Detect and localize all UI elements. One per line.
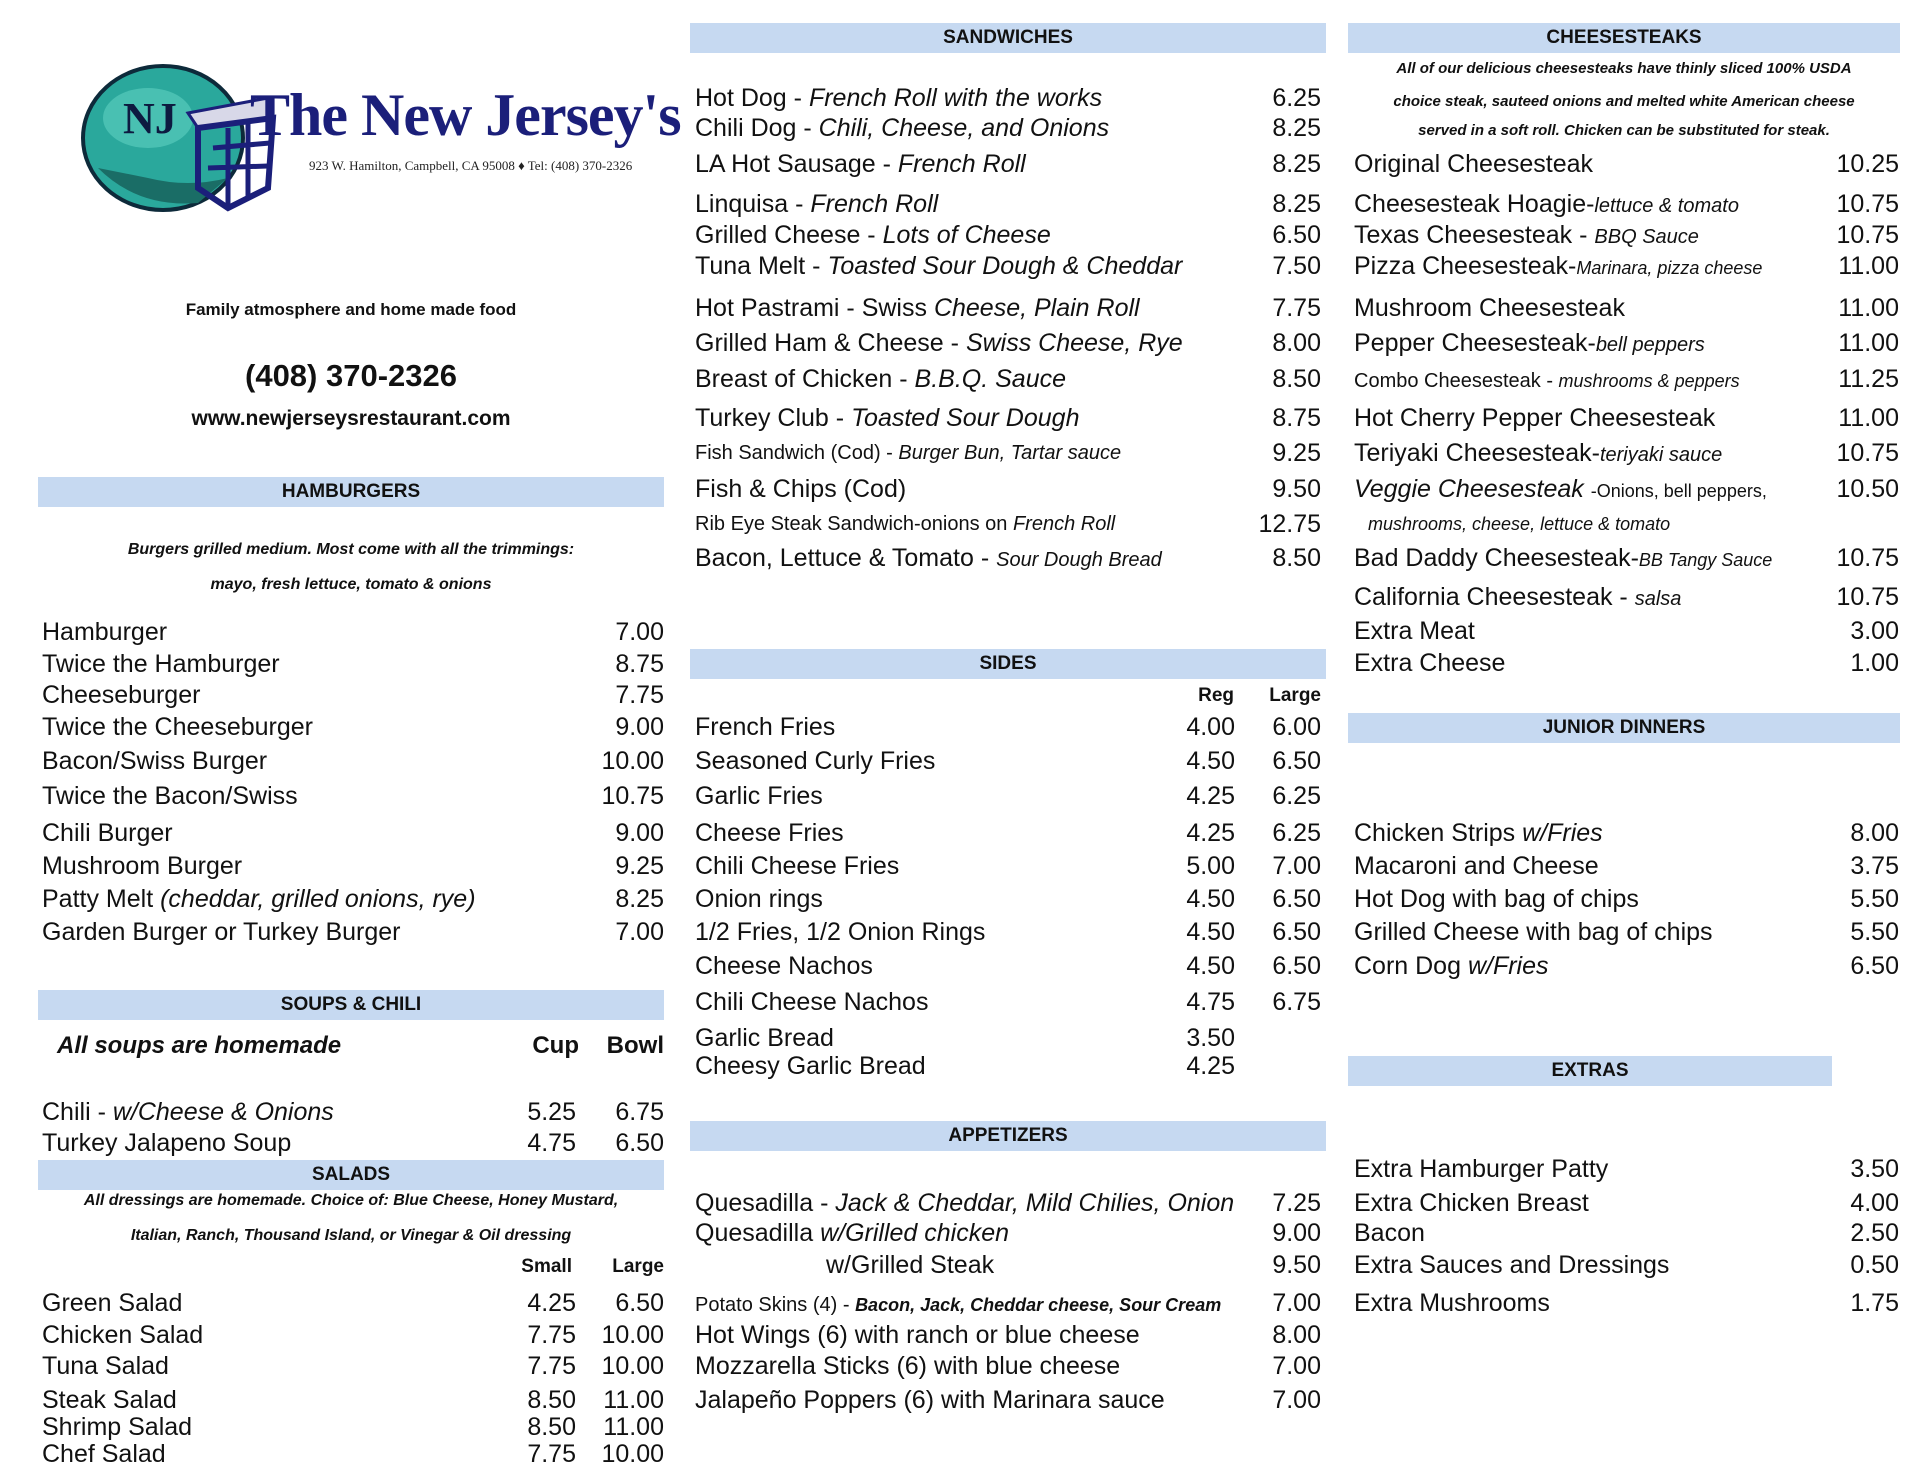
- item-price: 4.00: [1850, 1189, 1899, 1217]
- item-name: Chef Salad: [42, 1440, 166, 1468]
- menu-item[interactable]: [695, 474, 1321, 504]
- salads-header: SALADS: [38, 1160, 664, 1190]
- item-price: 8.50: [1272, 365, 1321, 393]
- item-price: 6.25: [1272, 84, 1321, 112]
- menu-item[interactable]: [1354, 251, 1899, 281]
- item-price: 0.50: [1850, 1251, 1899, 1279]
- item-name: Tuna Salad: [42, 1352, 169, 1380]
- menu-item[interactable]: [695, 220, 1321, 250]
- menu-item[interactable]: [1354, 328, 1899, 358]
- menu-item[interactable]: [695, 712, 1321, 742]
- item-price-reg: 4.00: [1186, 713, 1235, 741]
- menu-item[interactable]: [695, 438, 1321, 468]
- menu-item[interactable]: [695, 818, 1321, 848]
- item-name: Bacon/Swiss Burger: [42, 747, 268, 775]
- item-price: 5.50: [1850, 885, 1899, 913]
- item-detail: mushrooms, cheese, lettuce & tomato: [1368, 514, 1671, 534]
- item-name: Cheesy Garlic Bread: [695, 1052, 926, 1080]
- item-name: Chili Dog - Chili, Cheese, and Onions: [695, 114, 1110, 142]
- item-price: 7.75: [615, 681, 664, 709]
- item-name: Mozzarella Sticks (6) with blue cheese: [695, 1352, 1121, 1380]
- col-bowl: Bowl: [606, 1032, 664, 1059]
- item-price-reg: 4.25: [1186, 819, 1235, 847]
- menu-item[interactable]: [1354, 543, 1899, 573]
- item-price-reg: 4.50: [1186, 918, 1235, 946]
- item-name: Veggie Cheesesteak -Onions, bell peppers,: [1354, 475, 1767, 503]
- item-name: Twice the Bacon/Swiss: [42, 782, 298, 810]
- item-name: Hot Wings (6) with ranch or blue cheese: [695, 1321, 1140, 1349]
- item-name: Fish & Chips (Cod): [695, 475, 907, 503]
- menu-item[interactable]: [1354, 403, 1899, 433]
- item-name: Patty Melt (cheddar, grilled onions, rye): [42, 885, 476, 913]
- item-name: Chicken Salad: [42, 1321, 204, 1349]
- menu-item[interactable]: [42, 649, 664, 679]
- menu-item[interactable]: [42, 617, 664, 647]
- item-price: 10.50: [1836, 475, 1899, 503]
- menu-item[interactable]: [1354, 851, 1899, 881]
- item-price: 8.25: [1272, 150, 1321, 178]
- item-name: Hot Cherry Pepper Cheesesteak: [1354, 404, 1716, 432]
- salads-note-line2: Italian, Ranch, Thousand Island, or Vinegar & Oil dressing: [130, 1227, 572, 1244]
- item-price-large: 6.50: [1272, 952, 1321, 980]
- item-name: Grilled Cheese - Lots of Cheese: [695, 221, 1051, 249]
- menu-item[interactable]: [1354, 951, 1899, 981]
- item-name: Cheesesteak Hoagie-lettuce & tomato: [1354, 190, 1739, 218]
- col-small: Small: [521, 1256, 572, 1277]
- item-name: Mushroom Burger: [42, 852, 243, 880]
- menu-item[interactable]: [42, 746, 664, 776]
- item-name: Rib Eye Steak Sandwich-onions on French Roll: [695, 513, 1116, 535]
- menu-item[interactable]: [695, 83, 1321, 113]
- item-price: 8.00: [1850, 819, 1899, 847]
- menu-item[interactable]: [1354, 438, 1899, 468]
- item-name: Hot Dog with bag of chips: [1354, 885, 1639, 913]
- hamburgers-note-line2: mayo, fresh lettuce, tomato & onions: [210, 576, 492, 593]
- item-price: 11.00: [1838, 329, 1899, 357]
- item-name: Grilled Ham & Cheese - Swiss Cheese, Rye: [695, 329, 1183, 357]
- item-price-reg: 5.00: [1186, 852, 1235, 880]
- item-price-small: 8.50: [527, 1386, 576, 1414]
- item-price-large: 6.50: [1272, 747, 1321, 775]
- item-price-large: 6.50: [1272, 918, 1321, 946]
- item-name: Chicken Strips w/Fries: [1354, 819, 1603, 847]
- item-name: Original Cheesesteak: [1354, 150, 1594, 178]
- item-name: Chili Burger: [42, 819, 173, 847]
- item-name: Extra Chicken Breast: [1354, 1189, 1589, 1217]
- item-name: Bacon, Lettuce & Tomato - Sour Dough Bread: [695, 544, 1162, 572]
- menu-item[interactable]: [42, 1439, 664, 1469]
- cheesesteaks-note-line3: served in a soft roll. Chicken can be substituted for steak.: [1418, 122, 1830, 139]
- item-name: Pizza Cheesesteak-Marinara, pizza cheese: [1354, 252, 1763, 280]
- item-name: Garlic Bread: [695, 1024, 834, 1052]
- item-price-bowl: 6.75: [615, 1098, 664, 1126]
- menu-item[interactable]: [1354, 364, 1899, 394]
- item-price: 9.00: [615, 713, 664, 741]
- item-name: 1/2 Fries, 1/2 Onion Rings: [695, 918, 986, 946]
- item-price: 7.00: [1272, 1386, 1321, 1414]
- logo-wordmark: The New Jersey's: [250, 82, 681, 148]
- item-price-reg: 4.25: [1186, 782, 1235, 810]
- item-name: Cheese Nachos: [695, 952, 873, 980]
- item-name: Extra Cheese: [1354, 649, 1506, 677]
- item-price-small: 4.25: [527, 1289, 576, 1317]
- item-name: Teriyaki Cheesesteak-teriyaki sauce: [1354, 439, 1723, 467]
- item-price: 7.25: [1272, 1189, 1321, 1217]
- menu-item[interactable]: [1354, 1288, 1899, 1318]
- menu-item[interactable]: [42, 884, 664, 914]
- menu-item[interactable]: [695, 189, 1321, 219]
- item-name: Turkey Club - Toasted Sour Dough: [695, 404, 1080, 432]
- item-price-large: 10.00: [601, 1321, 664, 1349]
- menu-item[interactable]: [1354, 884, 1899, 914]
- item-price: 11.00: [1838, 252, 1899, 280]
- item-name: Mushroom Cheesesteak: [1354, 294, 1625, 322]
- item-name: Shrimp Salad: [42, 1413, 193, 1441]
- menu-item[interactable]: [695, 951, 1321, 981]
- item-price: 7.00: [1272, 1289, 1321, 1317]
- item-price: 10.75: [601, 782, 664, 810]
- item-price-small: 7.75: [527, 1440, 576, 1468]
- menu-item[interactable]: [695, 987, 1321, 1017]
- col-cup: Cup: [532, 1032, 579, 1059]
- menu-item[interactable]: [695, 1351, 1321, 1381]
- item-price-large: 11.00: [603, 1386, 664, 1414]
- item-name: LA Hot Sausage - French Roll: [695, 150, 1026, 178]
- item-name: Chili - w/Cheese & Onions: [42, 1098, 334, 1126]
- menu-item[interactable]: [695, 1051, 1321, 1081]
- item-price-cup: 4.75: [527, 1129, 576, 1157]
- item-name: Corn Dog w/Fries: [1354, 952, 1549, 980]
- col-reg: Reg: [1198, 685, 1234, 706]
- item-price: 8.75: [1272, 404, 1321, 432]
- item-name: Bacon: [1354, 1219, 1425, 1247]
- item-price: 2.50: [1850, 1219, 1899, 1247]
- item-price-small: 7.75: [527, 1352, 576, 1380]
- item-name: Cheeseburger: [42, 681, 201, 709]
- menu-item[interactable]: [42, 1412, 664, 1442]
- item-name: Combo Cheesesteak - mushrooms & peppers: [1354, 370, 1740, 392]
- item-name: Hamburger: [42, 618, 168, 646]
- item-price: 10.75: [1836, 583, 1899, 611]
- menu-item[interactable]: [695, 403, 1321, 433]
- item-price-large: 11.00: [603, 1413, 664, 1441]
- item-name: Linquisa - French Roll: [695, 190, 939, 218]
- menu-item[interactable]: [42, 1385, 664, 1415]
- menu-item[interactable]: [1354, 1188, 1899, 1218]
- item-price: 9.50: [1272, 1251, 1321, 1279]
- menu-item[interactable]: [42, 680, 664, 710]
- item-name: Onion rings: [695, 885, 823, 913]
- item-price: 7.00: [615, 918, 664, 946]
- item-price-small: 7.75: [527, 1321, 576, 1349]
- item-price: 9.25: [615, 852, 664, 880]
- soups-note: All soups are homemade: [57, 1032, 342, 1059]
- menu-item[interactable]: [1354, 293, 1899, 323]
- item-name: Cheese Fries: [695, 819, 844, 847]
- brand-logo: [78, 58, 681, 228]
- menu-item-detail: [1354, 509, 1899, 539]
- phone-number[interactable]: (408) 370-2326: [245, 358, 457, 393]
- item-price: 8.50: [1272, 544, 1321, 572]
- item-price-bowl: 6.50: [615, 1129, 664, 1157]
- football-helmet-icon: [78, 58, 278, 228]
- item-price: 7.50: [1272, 252, 1321, 280]
- menu-item[interactable]: [695, 1218, 1321, 1248]
- item-name: Macaroni and Cheese: [1354, 852, 1599, 880]
- menu-item[interactable]: [42, 712, 664, 742]
- item-price: 9.25: [1272, 439, 1321, 467]
- menu-item[interactable]: [695, 1320, 1321, 1350]
- item-name: Pepper Cheesesteak-bell peppers: [1354, 329, 1705, 357]
- cheesesteaks-header: CHEESESTEAKS: [1348, 23, 1900, 53]
- item-name: California Cheesesteak - salsa: [1354, 583, 1682, 611]
- item-price-reg: 4.75: [1186, 988, 1235, 1016]
- menu-item[interactable]: [42, 818, 664, 848]
- menu-item[interactable]: [695, 746, 1321, 776]
- menu-item[interactable]: [695, 1385, 1321, 1415]
- menu-item[interactable]: [695, 113, 1321, 143]
- item-price-large: 6.75: [1272, 988, 1321, 1016]
- cheesesteaks-note-line1: All of our delicious cheesesteaks have thinly sliced 100% USDA: [1396, 60, 1852, 77]
- menu-item[interactable]: [695, 251, 1321, 281]
- hamburgers-header: HAMBURGERS: [38, 477, 664, 507]
- item-name: Tuna Melt - Toasted Sour Dough & Cheddar: [695, 252, 1183, 280]
- item-price-large: 7.00: [1272, 852, 1321, 880]
- item-price: 10.25: [1836, 150, 1899, 178]
- item-price: 8.25: [1272, 114, 1321, 142]
- item-price-large: 6.50: [615, 1289, 664, 1317]
- item-price: 9.50: [1272, 475, 1321, 503]
- menu-item[interactable]: [695, 543, 1321, 573]
- item-price: 10.75: [1836, 439, 1899, 467]
- item-price: 10.75: [1836, 190, 1899, 218]
- menu-item[interactable]: [1354, 818, 1899, 848]
- item-price: 9.00: [615, 819, 664, 847]
- item-price: 3.50: [1850, 1155, 1899, 1183]
- menu-item[interactable]: [695, 781, 1321, 811]
- item-name: Potato Skins (4) - Bacon, Jack, Cheddar cheese, Sour Cream: [695, 1294, 1222, 1316]
- item-price-reg: 4.50: [1186, 885, 1235, 913]
- item-price: 10.75: [1836, 544, 1899, 572]
- menu-item[interactable]: [695, 149, 1321, 179]
- item-price: 1.00: [1850, 649, 1899, 677]
- menu-item[interactable]: [695, 328, 1321, 358]
- item-name: Green Salad: [42, 1289, 183, 1317]
- item-price: 7.75: [1272, 294, 1321, 322]
- sandwiches-header: SANDWICHES: [690, 23, 1326, 53]
- item-price: 8.75: [615, 650, 664, 678]
- cheesesteaks-note-line2: choice steak, sauteed onions and melted white American cheese: [1393, 93, 1855, 110]
- menu-item[interactable]: [1354, 1218, 1899, 1248]
- item-price: 1.75: [1850, 1289, 1899, 1317]
- item-name: Twice the Cheeseburger: [42, 713, 313, 741]
- item-price: 7.00: [1272, 1352, 1321, 1380]
- item-price-large: 6.50: [1272, 885, 1321, 913]
- item-price: 8.25: [1272, 190, 1321, 218]
- menu-item[interactable]: [1354, 474, 1899, 504]
- item-price: 8.25: [615, 885, 664, 913]
- menu-item[interactable]: [695, 1188, 1321, 1218]
- sides-header: SIDES: [690, 649, 1326, 679]
- item-name: Seasoned Curly Fries: [695, 747, 936, 775]
- menu-item[interactable]: [695, 851, 1321, 881]
- svg-text:NJ: NJ: [123, 94, 177, 143]
- item-price-large: 10.00: [601, 1440, 664, 1468]
- item-price-large: 10.00: [601, 1352, 664, 1380]
- menu-item[interactable]: [42, 1128, 664, 1158]
- item-price-reg: 4.25: [1186, 1052, 1235, 1080]
- item-name: Chili Cheese Fries: [695, 852, 900, 880]
- menu-item[interactable]: [1354, 149, 1899, 179]
- item-name: Breast of Chicken - B.B.Q. Sauce: [695, 365, 1066, 393]
- menu-item[interactable]: [1354, 582, 1899, 612]
- item-name: Quesadilla - Jack & Cheddar, Mild Chilies, Onion: [695, 1189, 1235, 1217]
- menu-item[interactable]: [695, 917, 1321, 947]
- item-price: 12.75: [1258, 510, 1321, 538]
- junior-header: JUNIOR DINNERS: [1348, 713, 1900, 743]
- website-link[interactable]: www.newjerseysrestaurant.com: [191, 407, 511, 430]
- item-price-reg: 4.50: [1186, 952, 1235, 980]
- item-name: Turkey Jalapeno Soup: [42, 1129, 292, 1157]
- item-name: Quesadilla w/Grilled chicken: [695, 1219, 1010, 1247]
- menu-item[interactable]: [1354, 1154, 1899, 1184]
- item-name: Twice the Hamburger: [42, 650, 280, 678]
- item-name: Jalapeño Poppers (6) with Marinara sauce: [695, 1386, 1165, 1414]
- col-large: Large: [1269, 685, 1321, 706]
- item-price: 11.00: [1838, 404, 1899, 432]
- extras-header: EXTRAS: [1348, 1056, 1832, 1086]
- menu-item[interactable]: [1354, 616, 1899, 646]
- item-name: French Fries: [695, 713, 836, 741]
- item-name: Extra Sauces and Dressings: [1354, 1251, 1670, 1279]
- item-price: 9.00: [1272, 1219, 1321, 1247]
- menu-item[interactable]: [1354, 917, 1899, 947]
- menu-item[interactable]: [695, 1288, 1321, 1318]
- salads-note-line1: All dressings are homemade. Choice of: Blue Cheese, Honey Mustard,: [83, 1192, 619, 1209]
- tagline: Family atmosphere and home made food: [185, 300, 517, 319]
- item-price-reg: 3.50: [1186, 1024, 1235, 1052]
- item-name: Extra Mushrooms: [1354, 1289, 1550, 1317]
- item-price-cup: 5.25: [527, 1098, 576, 1126]
- item-name: Bad Daddy Cheesesteak-BB Tangy Sauce: [1354, 544, 1773, 572]
- soups-subheader: [42, 1031, 664, 1061]
- item-name: Grilled Cheese with bag of chips: [1354, 918, 1713, 946]
- item-price: 7.00: [615, 618, 664, 646]
- item-price: 10.75: [1836, 221, 1899, 249]
- soups-header: SOUPS & CHILI: [38, 990, 664, 1020]
- item-price: 3.75: [1850, 852, 1899, 880]
- item-name: Extra Meat: [1354, 617, 1475, 645]
- menu-item[interactable]: [42, 1351, 664, 1381]
- hamburgers-note-line1: Burgers grilled medium. Most come with all the trimmings:: [127, 541, 575, 558]
- item-name: Texas Cheesesteak - BBQ Sauce: [1354, 221, 1699, 249]
- item-price: 5.50: [1850, 918, 1899, 946]
- item-price: 6.50: [1272, 221, 1321, 249]
- item-name: Fish Sandwich (Cod) - Burger Bun, Tartar sauce: [695, 442, 1122, 464]
- item-price-reg: 4.50: [1186, 747, 1235, 775]
- menu-item[interactable]: [695, 1023, 1321, 1053]
- menu-item[interactable]: [42, 781, 664, 811]
- item-price-large: 6.25: [1272, 782, 1321, 810]
- menu-item[interactable]: [42, 1097, 664, 1127]
- item-name: Garlic Fries: [695, 782, 823, 810]
- menu-item[interactable]: [42, 851, 664, 881]
- menu-item[interactable]: [42, 1320, 664, 1350]
- menu-item[interactable]: [695, 509, 1321, 539]
- item-price-large: 6.25: [1272, 819, 1321, 847]
- menu-item[interactable]: [695, 1250, 1321, 1280]
- item-price: 10.00: [601, 747, 664, 775]
- item-price: 6.50: [1850, 952, 1899, 980]
- item-price: 8.00: [1272, 1321, 1321, 1349]
- item-name: Steak Salad: [42, 1386, 177, 1414]
- menu-item[interactable]: [1354, 1250, 1899, 1280]
- menu-item[interactable]: [1354, 189, 1899, 219]
- item-name: Garden Burger or Turkey Burger: [42, 918, 401, 946]
- menu-item[interactable]: [1354, 220, 1899, 250]
- menu-item[interactable]: [42, 917, 664, 947]
- item-price-large: 6.00: [1272, 713, 1321, 741]
- item-name: Hot Dog - French Roll with the works: [695, 84, 1103, 112]
- item-name: Extra Hamburger Patty: [1354, 1155, 1609, 1183]
- item-name: Chili Cheese Nachos: [695, 988, 929, 1016]
- menu-item[interactable]: [695, 293, 1321, 323]
- appetizers-header: APPETIZERS: [690, 1121, 1326, 1151]
- item-name: Hot Pastrami - Swiss Cheese, Plain Roll: [695, 294, 1140, 322]
- item-price-small: 8.50: [527, 1413, 576, 1441]
- item-price: 8.00: [1272, 329, 1321, 357]
- menu-item[interactable]: [695, 364, 1321, 394]
- logo-address: 923 W. Hamilton, Campbell, CA 95008 ♦ Tel: (408) 370-2326: [309, 158, 633, 173]
- menu-item[interactable]: [1354, 648, 1899, 678]
- item-price: 11.25: [1838, 365, 1899, 393]
- item-price: 3.00: [1850, 617, 1899, 645]
- col-large: Large: [612, 1256, 664, 1277]
- menu-item[interactable]: [42, 1288, 664, 1318]
- item-price: 11.00: [1838, 294, 1899, 322]
- item-name: w/Grilled Steak: [826, 1251, 995, 1279]
- menu-item[interactable]: [695, 884, 1321, 914]
